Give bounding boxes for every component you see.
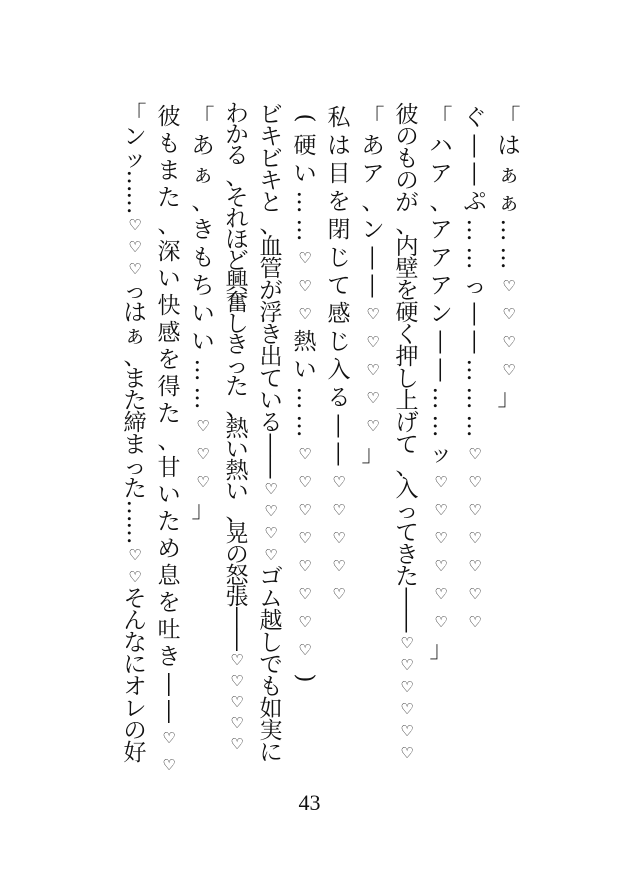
text-line: 私 は 目 を 閉 じ て 感 じ 入 る ― ― ♡ ♡ ♡ ♡ ♡: [326, 105, 352, 603]
text-line: 「 ン ッ … … ♡ ♡ ♡ っ は ぁ 、 ま た 締 ま っ た … … ♡ ♡ そ ん な に オ レ の 好: [122, 102, 148, 766]
text-line: ( 硬 い … … ♡ ♡ ♡ 熱 い … … ♡ ♡ ♡ ♡ ♡ ♡ ♡ ♡ ): [292, 113, 318, 683]
text-line: 「 は ぁ ぁ … … ♡ ♡ ♡ ♡ 」: [496, 105, 522, 411]
text-line: ぐ ― ― ぷ … … っ ― ― … … … ♡ ♡ ♡ ♡ ♡ ♡ ♡: [462, 105, 488, 631]
text-line: 彼 の も の が 、 内 壁 を 硬 く 押 し 上 げ て 、 入 っ て き た ― ― ♡ ♡ ♡ ♡ ♡ ♡: [394, 102, 420, 762]
text-line: 「 あ ぁ 、 き も ち い い … … ♡ ♡ ♡ 」: [190, 105, 216, 523]
vertical-text-block: [114, 101, 524, 784]
text-line: ビ キ ビ キ と 、 血 管 が 浮 き 出 て い る ― ― ♡ ♡ ♡ ♡ ゴ ム 越 し で も 如 実 に: [258, 102, 284, 766]
text-line: 彼 も ま た 、 深 い 快 感 を 得 た 、 甘 い た め 息 を 吐 き ― ― ♡ ♡: [156, 104, 183, 774]
text-line: 「 あ ア 、 ン ― ― ♡ ♡ ♡ ♡ ♡ 」: [360, 105, 386, 467]
text-line: わ か る 、 そ れ ほ ど 興 奮 し き っ た 、 熱 い 熱 い 、 晃 の 怒 張 ― ― ♡ ♡ ♡ ♡ ♡: [224, 101, 251, 753]
page-number: 43: [298, 790, 321, 815]
text-line: 「 ハ ア 、 ア ア ア ン ― ― … … ッ ♡ ♡ ♡ ♡ ♡ ♡ 」: [428, 105, 454, 663]
